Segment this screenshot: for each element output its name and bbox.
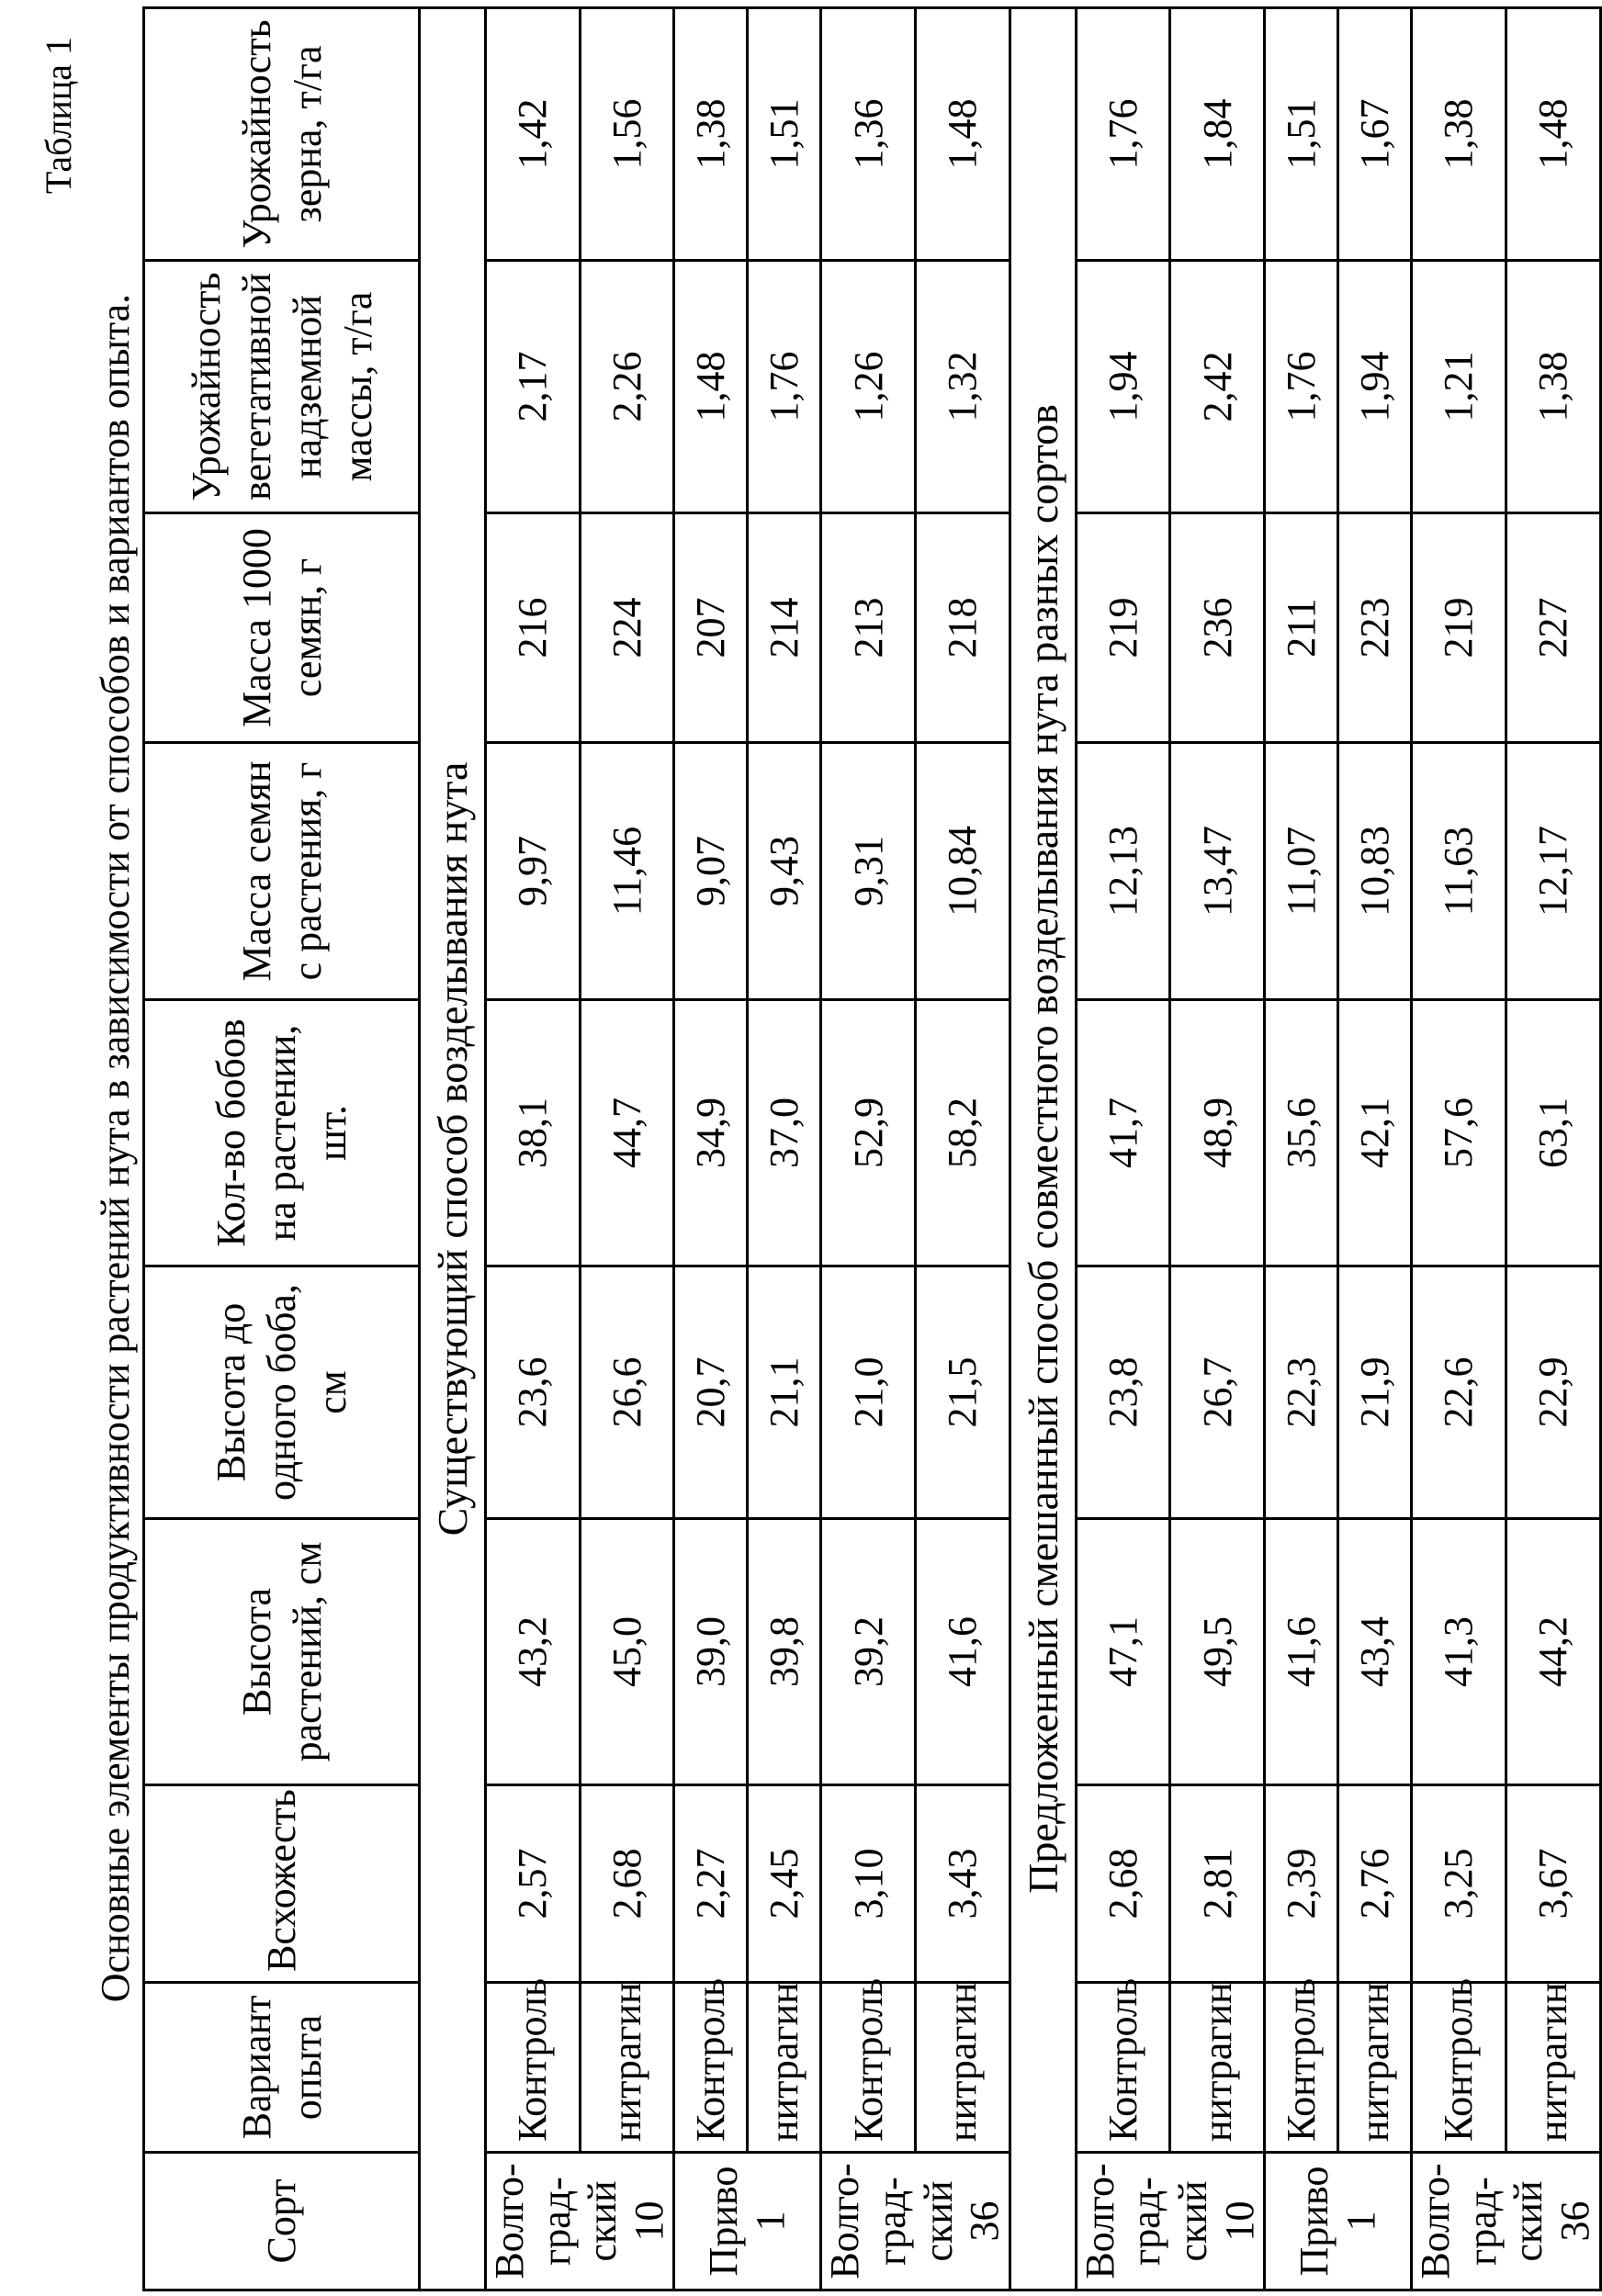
value-cell: 3,43 — [916, 1785, 1010, 1983]
variant-cell: Контроль — [821, 1983, 916, 2153]
value-cell: 1,84 — [1170, 8, 1265, 261]
value-cell: 1,36 — [821, 8, 916, 261]
value-cell: 58,2 — [916, 1000, 1010, 1266]
table-body — [144, 8, 1601, 2290]
value-cell: 44,7 — [580, 1000, 674, 1266]
value-cell: 45,0 — [580, 1519, 674, 1785]
value-cell: 2,76 — [1338, 1785, 1412, 1983]
value-cell: 207 — [674, 513, 748, 743]
value-cell: 44,2 — [1506, 1519, 1600, 1785]
value-cell: 1,38 — [1506, 261, 1600, 513]
value-cell: 22,6 — [1412, 1266, 1506, 1519]
header-beans-count: Кол-во бобов на растении, шт. — [144, 1000, 420, 1266]
value-cell: 2,81 — [1170, 1785, 1265, 1983]
value-cell: 52,9 — [821, 1000, 916, 1266]
value-cell: 2,26 — [580, 261, 674, 513]
value-cell: 1,48 — [674, 261, 748, 513]
section-row — [1010, 8, 1076, 2290]
header-veg-yield: Урожайность вегетативной надземной массы, т/га — [144, 261, 420, 513]
value-cell: 22,9 — [1506, 1266, 1600, 1519]
sort-cell: Приво 1 — [1265, 2153, 1412, 2290]
value-cell: 1,21 — [1412, 261, 1506, 513]
variant-cell: нитрагин — [1338, 1983, 1412, 2153]
value-cell: 21,5 — [916, 1266, 1010, 1519]
value-cell: 12,17 — [1506, 743, 1600, 1000]
table-caption: Таблица 1 — [37, 37, 80, 194]
value-cell: 20,7 — [674, 1266, 748, 1519]
table-row — [1338, 8, 1412, 2290]
value-cell: 47,1 — [1076, 1519, 1170, 1785]
value-cell: 216 — [486, 513, 581, 743]
value-cell: 41,7 — [1076, 1000, 1170, 1266]
rotated-page — [0, 0, 1508, 2296]
value-cell: 9,97 — [486, 743, 581, 1000]
table-row — [1506, 8, 1600, 2290]
table-row — [486, 8, 581, 2290]
value-cell: 49,5 — [1170, 1519, 1265, 1785]
header-seed-mass: Масса семян с растения, г — [144, 743, 420, 1000]
value-cell: 10,83 — [1338, 743, 1412, 1000]
value-cell: 1,32 — [916, 261, 1010, 513]
value-cell: 1,48 — [1506, 8, 1600, 261]
table-row — [1076, 8, 1170, 2290]
value-cell: 41,6 — [916, 1519, 1010, 1785]
value-cell: 218 — [916, 513, 1010, 743]
variant-cell: Контроль — [1265, 1983, 1338, 2153]
value-cell: 1,42 — [486, 8, 581, 261]
value-cell: 213 — [821, 513, 916, 743]
value-cell: 37,0 — [748, 1000, 821, 1266]
value-cell: 34,9 — [674, 1000, 748, 1266]
value-cell: 43,4 — [1338, 1519, 1412, 1785]
variant-cell: Контроль — [674, 1983, 748, 2153]
value-cell: 3,67 — [1506, 1785, 1600, 1983]
sort-cell: Волго-град-ский 36 — [1412, 2153, 1600, 2290]
value-cell: 219 — [1412, 513, 1506, 743]
value-cell: 1,38 — [674, 8, 748, 261]
value-cell: 2,39 — [1265, 1785, 1338, 1983]
header-germination: Всхожесть — [144, 1785, 420, 1983]
variant-cell: нитрагин — [916, 1983, 1010, 2153]
value-cell: 11,07 — [1265, 743, 1338, 1000]
value-cell: 23,8 — [1076, 1266, 1170, 1519]
value-cell: 1,76 — [748, 261, 821, 513]
variant-cell: нитрагин — [1170, 1983, 1265, 2153]
sort-cell: Приво 1 — [674, 2153, 821, 2290]
value-cell: 11,63 — [1412, 743, 1506, 1000]
value-cell: 21,0 — [821, 1266, 916, 1519]
table-row — [916, 8, 1010, 2290]
value-cell: 227 — [1506, 513, 1600, 743]
header-row — [144, 8, 420, 2290]
table-title: Основные элементы продуктивности растений нута в зависимости от способов и вариантов опыта. — [92, 0, 139, 2296]
productivity-table — [142, 6, 1602, 2291]
value-cell: 9,43 — [748, 743, 821, 1000]
value-cell: 1,94 — [1076, 261, 1170, 513]
value-cell: 41,3 — [1412, 1519, 1506, 1785]
value-cell: 214 — [748, 513, 821, 743]
value-cell: 223 — [1338, 513, 1412, 743]
value-cell: 41,6 — [1265, 1519, 1338, 1785]
header-plant-height: Высота растений, см — [144, 1519, 420, 1785]
section-label: Существующий способ возделывания нута — [420, 8, 486, 2290]
table-row — [580, 8, 674, 2290]
value-cell: 35,6 — [1265, 1000, 1338, 1266]
header-bean-height: Высота до одного боба, см — [144, 1266, 420, 1519]
value-cell: 21,9 — [1338, 1266, 1412, 1519]
table-row — [1170, 8, 1265, 2290]
value-cell: 1,76 — [1265, 261, 1338, 513]
value-cell: 1,48 — [916, 8, 1010, 261]
section-row — [420, 8, 486, 2290]
value-cell: 48,9 — [1170, 1000, 1265, 1266]
value-cell: 2,27 — [674, 1785, 748, 1983]
value-cell: 39,8 — [748, 1519, 821, 1785]
sort-cell: Волго-град-ский 36 — [821, 2153, 1010, 2290]
value-cell: 2,68 — [580, 1785, 674, 1983]
variant-cell: Контроль — [486, 1983, 581, 2153]
value-cell: 13,47 — [1170, 743, 1265, 1000]
value-cell: 211 — [1265, 513, 1338, 743]
value-cell: 2,45 — [748, 1785, 821, 1983]
value-cell: 3,10 — [821, 1785, 916, 1983]
value-cell: 11,46 — [580, 743, 674, 1000]
value-cell: 39,2 — [821, 1519, 916, 1785]
value-cell: 23,6 — [486, 1266, 581, 1519]
value-cell: 39,0 — [674, 1519, 748, 1785]
value-cell: 26,6 — [580, 1266, 674, 1519]
value-cell: 22,3 — [1265, 1266, 1338, 1519]
value-cell: 2,57 — [486, 1785, 581, 1983]
value-cell: 236 — [1170, 513, 1265, 743]
variant-cell: нитрагин — [748, 1983, 821, 2153]
value-cell: 1,26 — [821, 261, 916, 513]
value-cell: 1,76 — [1076, 8, 1170, 261]
value-cell: 57,6 — [1412, 1000, 1506, 1266]
value-cell: 1,51 — [1265, 8, 1338, 261]
variant-cell: нитрагин — [580, 1983, 674, 2153]
header-mass-1000: Масса 1000 семян, г — [144, 513, 420, 743]
value-cell: 9,31 — [821, 743, 916, 1000]
value-cell: 1,67 — [1338, 8, 1412, 261]
table-row — [674, 8, 748, 2290]
value-cell: 10,84 — [916, 743, 1010, 1000]
sort-cell: Волго-град-ский 10 — [486, 2153, 674, 2290]
value-cell: 42,1 — [1338, 1000, 1412, 1266]
value-cell: 9,07 — [674, 743, 748, 1000]
table-row — [1265, 8, 1338, 2290]
value-cell: 2,68 — [1076, 1785, 1170, 1983]
table-row — [821, 8, 916, 2290]
value-cell: 38,1 — [486, 1000, 581, 1266]
sort-cell: Волго-град-ский 10 — [1076, 2153, 1264, 2290]
value-cell: 26,7 — [1170, 1266, 1265, 1519]
header-variant: Вариант опыта — [144, 1983, 420, 2153]
value-cell: 21,1 — [748, 1266, 821, 1519]
value-cell: 219 — [1076, 513, 1170, 743]
value-cell: 3,25 — [1412, 1785, 1506, 1983]
value-cell: 63,1 — [1506, 1000, 1600, 1266]
section-label: Предложенный смешанный способ совместного возделывания нута разных сортов — [1010, 8, 1076, 2290]
value-cell: 224 — [580, 513, 674, 743]
value-cell: 1,56 — [580, 8, 674, 261]
header-grain-yield: Урожайность зерна, т/га — [144, 8, 420, 261]
table-row — [748, 8, 821, 2290]
variant-cell: Контроль — [1412, 1983, 1506, 2153]
value-cell: 1,38 — [1412, 8, 1506, 261]
value-cell: 43,2 — [486, 1519, 581, 1785]
value-cell: 12,13 — [1076, 743, 1170, 1000]
variant-cell: Контроль — [1076, 1983, 1170, 2153]
value-cell: 1,94 — [1338, 261, 1412, 513]
table-row — [1412, 8, 1506, 2290]
header-sort: Сорт — [144, 2153, 420, 2290]
value-cell: 2,42 — [1170, 261, 1265, 513]
value-cell: 1,51 — [748, 8, 821, 261]
value-cell: 2,17 — [486, 261, 581, 513]
variant-cell: нитрагин — [1506, 1983, 1600, 2153]
